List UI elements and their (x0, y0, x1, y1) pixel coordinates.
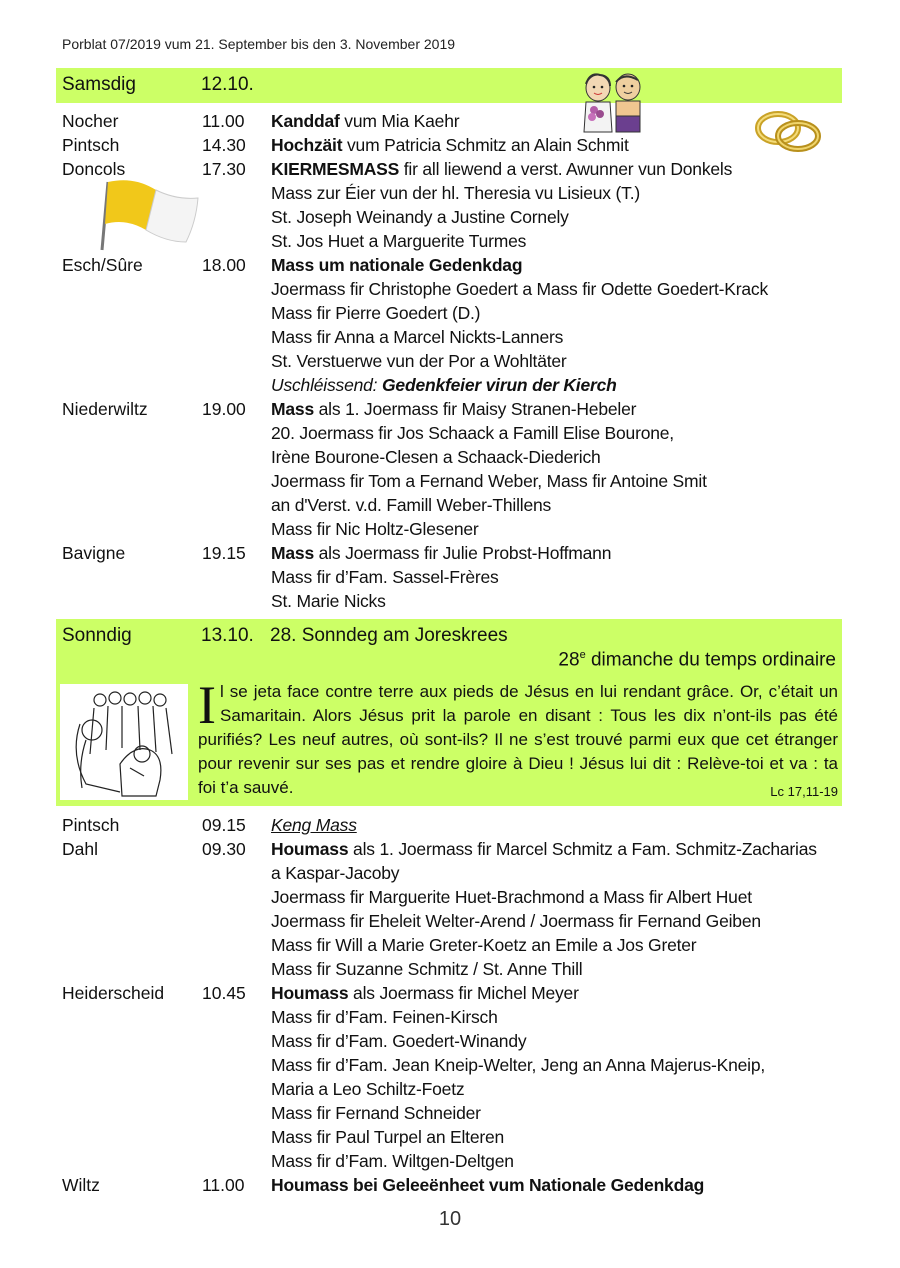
entry-line: Mass zur Éier vun der hl. Theresia vu Lisieux (T.) (271, 183, 640, 203)
page-header: Porblat 07/2019 vum 21. September bis den 3. November 2019 (62, 36, 456, 52)
entry-lines (271, 837, 817, 981)
entry-lead: Mass um nationale Gedenkdag (271, 255, 523, 275)
entry-time: 17.30 (202, 159, 246, 179)
entry-lead: Houmass (271, 839, 349, 859)
sunday-title: 28. Sonndeg am Joreskrees (270, 625, 508, 646)
entry-line: St. Joseph Weinandy a Justine Cornely (271, 207, 569, 227)
entry-line: Mass fir Nic Holtz-Glesener (271, 519, 479, 539)
entry-first-line (271, 981, 765, 1005)
entry-time: 09.15 (202, 815, 246, 835)
entry-line: Irène Bourone-Clesen a Schaack-Diederich (271, 447, 601, 467)
sunday-day: Sonndig (62, 625, 132, 646)
entry-line: Mass fir d’Fam. Goedert-Winandy (271, 1031, 527, 1051)
entry-rest: als 1. Joermass fir Marcel Schmitz a Fam. Schmitz-Zacharias (348, 839, 817, 859)
entry-place: Pintsch (62, 135, 120, 155)
entry-time: 10.45 (202, 983, 246, 1003)
entry-line: Maria a Leo Schiltz-Foetz (271, 1079, 465, 1099)
entry-lines (271, 981, 765, 1173)
saturday-day: Samsdig (62, 74, 136, 95)
page-number: 10 (438, 1208, 462, 1230)
entry-line: Mass fir Pierre Goedert (D.) (271, 303, 481, 323)
entry-time: 19.15 (202, 543, 246, 563)
entry-lead: Houmass bei Geleeënheet vum Nationale Gedenkdag (271, 1175, 705, 1195)
entry-first-line (271, 541, 611, 565)
entry-line: Mass fir d’Fam. Sassel-Frères (271, 567, 499, 587)
entry-lines (271, 253, 768, 397)
esch-after-line (271, 373, 768, 397)
entry-first-line (271, 837, 817, 861)
entry-place: Niederwiltz (62, 399, 148, 419)
entry-line: Joermass fir Eheleit Welter-Arend / Joermass fir Fernand Geiben (271, 911, 761, 931)
esch-after-italic: Uschléissend: (271, 375, 383, 395)
entry-line: St. Verstuerwe vun der Por a Wohltäter (271, 351, 567, 371)
entry-lines (271, 133, 629, 157)
schedule-entry (0, 397, 900, 539)
entry-lines (271, 1173, 704, 1197)
entry-line: a Kaspar-Jacoby (271, 863, 400, 883)
entry-rest: als Joermass fir Julie Probst-Hoffmann (313, 543, 612, 563)
entry-rest: vum Patricia Schmitz an Alain Schmit (342, 135, 629, 155)
entry-lines (271, 397, 707, 541)
entry-line: 20. Joermass fir Jos Schaack a Famill Elise Bourone, (271, 423, 674, 443)
drop-cap: I (198, 675, 216, 735)
entry-first-line (271, 1173, 704, 1197)
entry-time: 14.30 (202, 135, 246, 155)
entry-line: Mass fir Will a Marie Greter-Koetz an Emile a Jos Greter (271, 935, 697, 955)
entry-lines (271, 109, 459, 133)
entry-line: Mass fir Anna a Marcel Nickts-Lanners (271, 327, 564, 347)
entry-rest: als 1. Joermass fir Maisy Stranen-Hebeler (313, 399, 637, 419)
entry-line: Mass fir Fernand Schneider (271, 1103, 481, 1123)
entry-rest: vum Mia Kaehr (339, 111, 460, 131)
esch-after-italic-bold: Gedenkfeier virun der Kierch (382, 375, 617, 395)
entry-place: Doncols (62, 159, 126, 179)
entry-line: Mass fir Paul Turpel an Elteren (271, 1127, 505, 1147)
schedule-entry (0, 157, 900, 251)
entry-line: St. Jos Huet a Marguerite Turmes (271, 231, 527, 251)
entry-place: Wiltz (62, 1175, 100, 1195)
schedule-entry (0, 133, 900, 157)
entry-place: Pintsch (62, 815, 120, 835)
entry-line: Mass fir d’Fam. Wiltgen-Deltgen (271, 1151, 514, 1171)
entry-line: St. Marie Nicks (271, 591, 386, 611)
gospel-text: Il se jeta face contre terre aux pieds de Jésus en lui rendant grâce. Or, c’était un Samaritain. Alors Jésus prit la parole en disant : Tous les dix n’ont-ils pas été purifiés? Les neuf autres, où sont-ils? Il ne s’est trouvé parmi eux que cet étranger pour revenir sur ses pas et rendre gloire à Dieu ! Jésus lui dit : Relève-toi et va : ta foi t’a sauvé. Lc 17,11-19 (198, 680, 838, 804)
entry-time: 11.00 (202, 1175, 245, 1195)
entry-first-line (271, 133, 629, 157)
entry-line: Joermass fir Tom a Fernand Weber, Mass fir Antoine Smit (271, 471, 707, 491)
entry-first-line (271, 109, 459, 133)
entry-line: Mass fir Suzanne Schmitz / St. Anne Thill (271, 959, 583, 979)
sunday-subtitle: 28e dimanche du temps ordinaire (558, 649, 836, 671)
schedule-entry (0, 837, 900, 979)
entry-first-line (271, 813, 357, 837)
entry-lead: Hochzäit (271, 135, 343, 155)
schedule-entry (0, 1173, 900, 1197)
schedule-entry (0, 981, 900, 1171)
entry-first-line (271, 157, 732, 181)
saturday-date: 12.10. (201, 74, 254, 95)
gospel-reference: Lc 17,11-19 (770, 784, 838, 799)
entry-line: Mass fir d’Fam. Jean Kneip-Welter, Jeng an Anna Majerus-Kneip, (271, 1055, 766, 1075)
entry-line: an d'Verst. v.d. Famill Weber-Thillens (271, 495, 552, 515)
papal-flag-icon (94, 176, 202, 252)
entry-time: 18.00 (202, 255, 246, 275)
entry-rest: fir all liewend a verst. Awunner vun Donkels (399, 159, 733, 179)
entry-lead: Kanddaf (271, 111, 340, 131)
entry-place: Bavigne (62, 543, 126, 563)
jesus-lepers-illustration (60, 684, 188, 800)
entry-lead: Mass (271, 399, 314, 419)
entry-note: Keng Mass (271, 815, 357, 835)
entry-time: 09.30 (202, 839, 246, 859)
entry-first-line (271, 397, 707, 421)
entry-place: Nocher (62, 111, 119, 131)
entry-lead: Mass (271, 543, 314, 563)
entry-place: Heiderscheid (62, 983, 165, 1003)
schedule-entry (0, 813, 900, 837)
entry-lead: KIERMESMASS (271, 159, 400, 179)
schedule-entry (0, 109, 900, 133)
schedule-entry (0, 253, 900, 395)
entry-first-line (271, 253, 768, 277)
entry-lines (271, 157, 732, 253)
entry-lead: Houmass (271, 983, 349, 1003)
entry-time: 19.00 (202, 399, 246, 419)
entry-time: 11.00 (202, 111, 245, 131)
entry-line: Joermass fir Marguerite Huet-Brachmond a Mass fir Albert Huet (271, 887, 752, 907)
entry-lines (271, 813, 357, 837)
entry-rest: als Joermass fir Michel Meyer (348, 983, 579, 1003)
entry-line: Joermass fir Christophe Goedert a Mass fir Odette Goedert-Krack (271, 279, 769, 299)
entry-line: Mass fir d’Fam. Feinen-Kirsch (271, 1007, 498, 1027)
entry-place: Dahl (62, 839, 98, 859)
sunday-date: 13.10. (201, 625, 254, 646)
schedule-entry (0, 541, 900, 611)
entry-place: Esch/Sûre (62, 255, 143, 275)
saturday-band (56, 68, 842, 103)
entry-lines (271, 541, 611, 613)
